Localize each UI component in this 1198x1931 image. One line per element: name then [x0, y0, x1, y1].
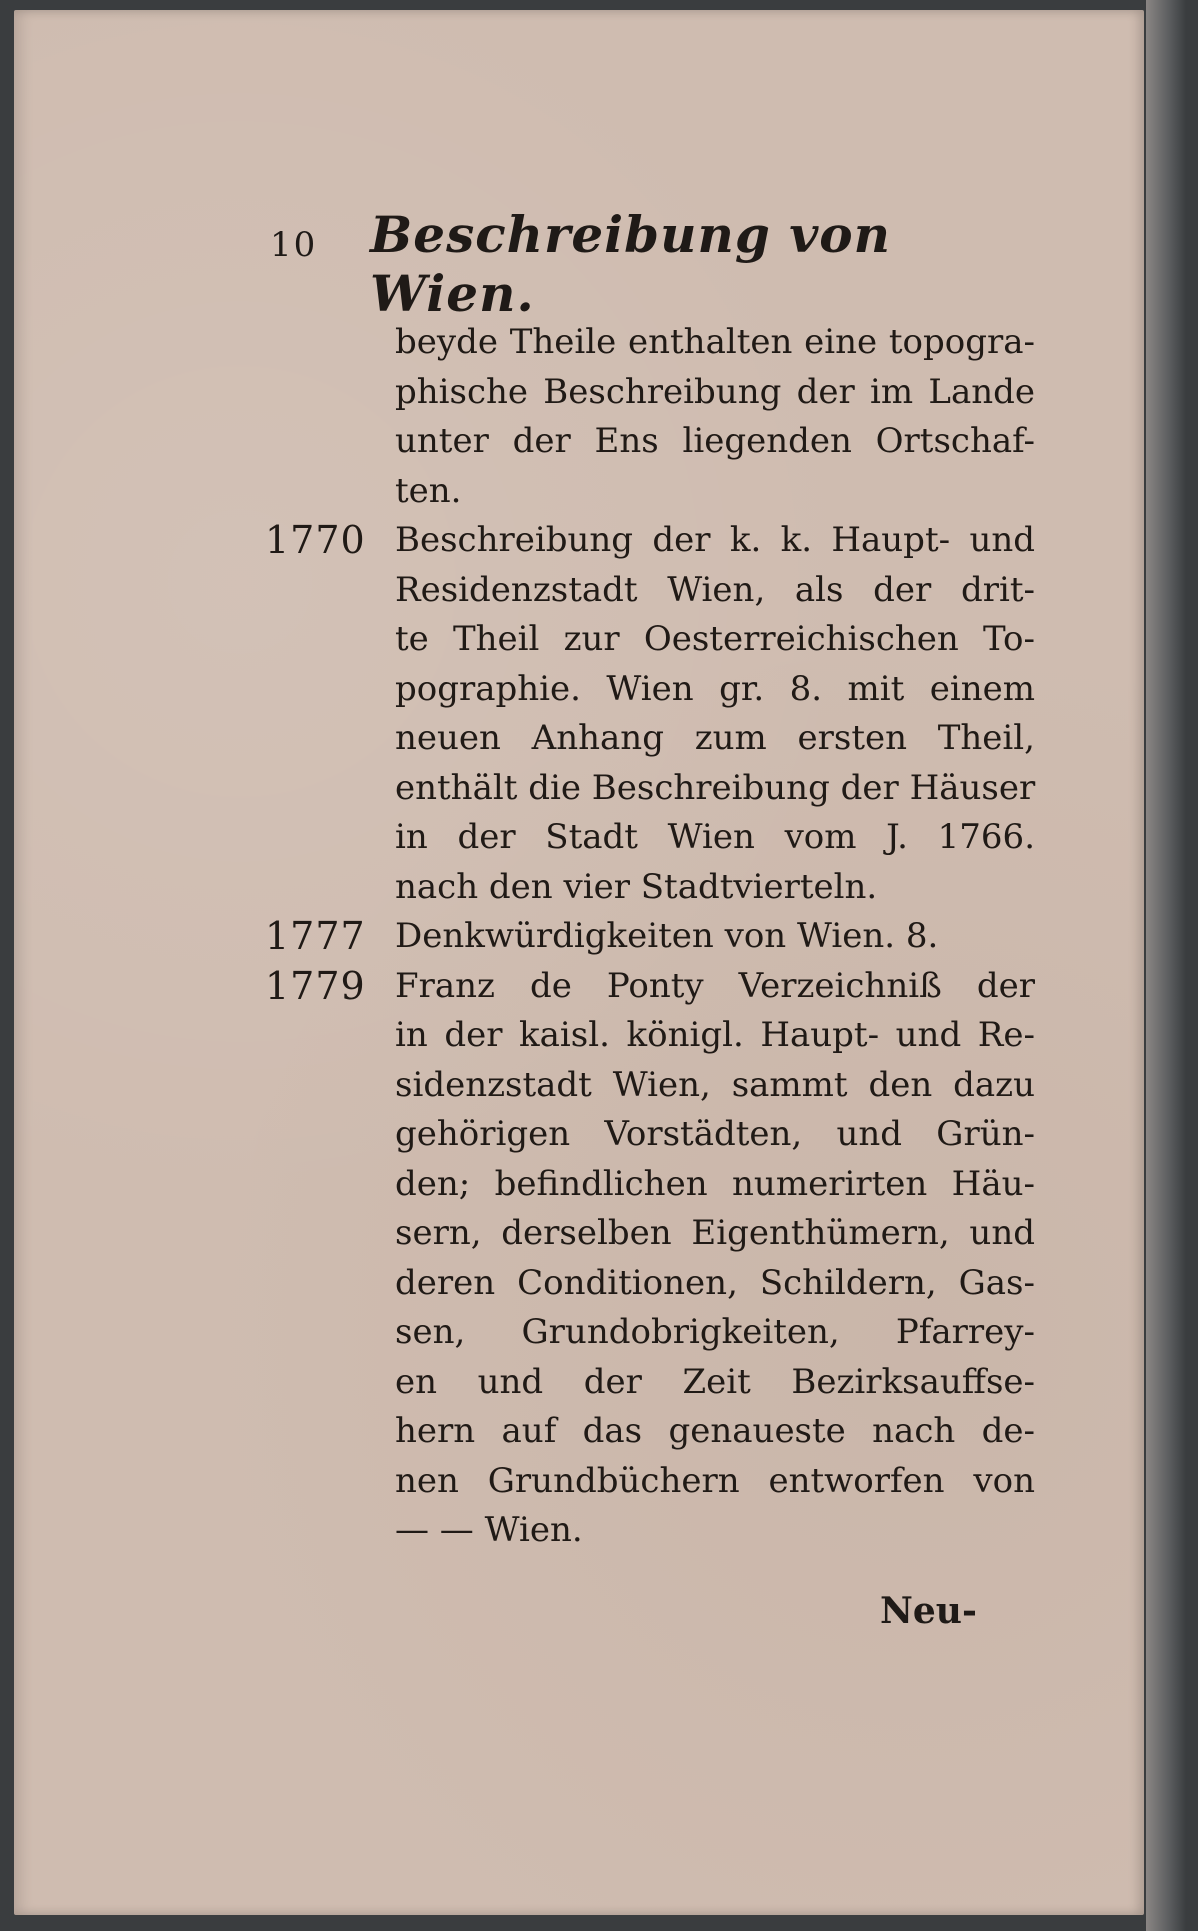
text-line: in der Stadt Wien vom J. 1766.: [395, 817, 1035, 857]
text-line: Franz de Ponty Verzeichniß der: [395, 965, 1035, 1006]
text-line: in der kaisl. königl. Haupt- und Re-: [395, 1015, 1035, 1055]
text-line: sern, derselben Eigenthümern, und: [395, 1213, 1035, 1253]
text-line: — — Wien.: [395, 1510, 583, 1550]
text-line: phische Beschreibung der im Lande: [395, 371, 1035, 412]
bibliography-list: [265, 318, 1035, 1556]
text-line: te Theil zur Oesterreichischen To-: [395, 619, 1035, 659]
text-line: enthält die Beschreibung der Häuser: [395, 767, 1036, 808]
entry-year: 1779: [265, 963, 366, 1008]
text-line: sen, Grundobrigkeiten, Pfarrey-: [395, 1312, 1035, 1352]
text-line: gehörigen Vorstädten, und Grün-: [395, 1114, 1035, 1154]
bibliography-entry: [265, 912, 1035, 962]
entry-year: 1777: [265, 914, 366, 958]
bibliography-entry: [265, 516, 1035, 912]
catchword: Neu-: [880, 1590, 977, 1632]
text-line: Residenzstadt Wien, als der drit-: [395, 569, 1035, 610]
text-line: den; befindlichen numerirten Häu-: [395, 1163, 1035, 1204]
bibliography-entry: [265, 318, 1035, 516]
text-line: deren Conditionen, Schildern, Gas-: [395, 1262, 1035, 1303]
page-number: 10: [270, 225, 318, 265]
text-line: nach den vier Stadtvierteln.: [395, 866, 878, 907]
text-line: pographie. Wien gr. 8. mit einem: [395, 668, 1035, 709]
text-line: Beschreibung der k. k. Haupt- und: [395, 520, 1035, 560]
text-line: unter der Ens liegenden Ortschaf-: [395, 421, 1035, 461]
text-line: nen Grundbüchern entworfen von: [395, 1460, 1035, 1501]
text-line: en und der Zeit Bezirksauffse-: [395, 1361, 1035, 1402]
entry-year: 1770: [265, 518, 366, 562]
text-line: neuen Anhang zum ersten Theil,: [395, 718, 1035, 758]
text-line: sidenzstadt Wien, sammt den dazu: [395, 1064, 1035, 1105]
bibliography-entry: [265, 962, 1035, 1556]
text-line: ten.: [395, 470, 462, 511]
text-line: beyde Theile enthalten eine topogra-: [395, 322, 1035, 362]
running-title: Beschreibung von Wien.: [370, 205, 891, 323]
text-line: Denkwürdigkeiten von Wien. 8.: [395, 916, 939, 956]
page-header: [270, 205, 1050, 323]
text-line: hern auf das genaueste nach de-: [395, 1411, 1035, 1451]
book-edge: [1146, 0, 1186, 1931]
